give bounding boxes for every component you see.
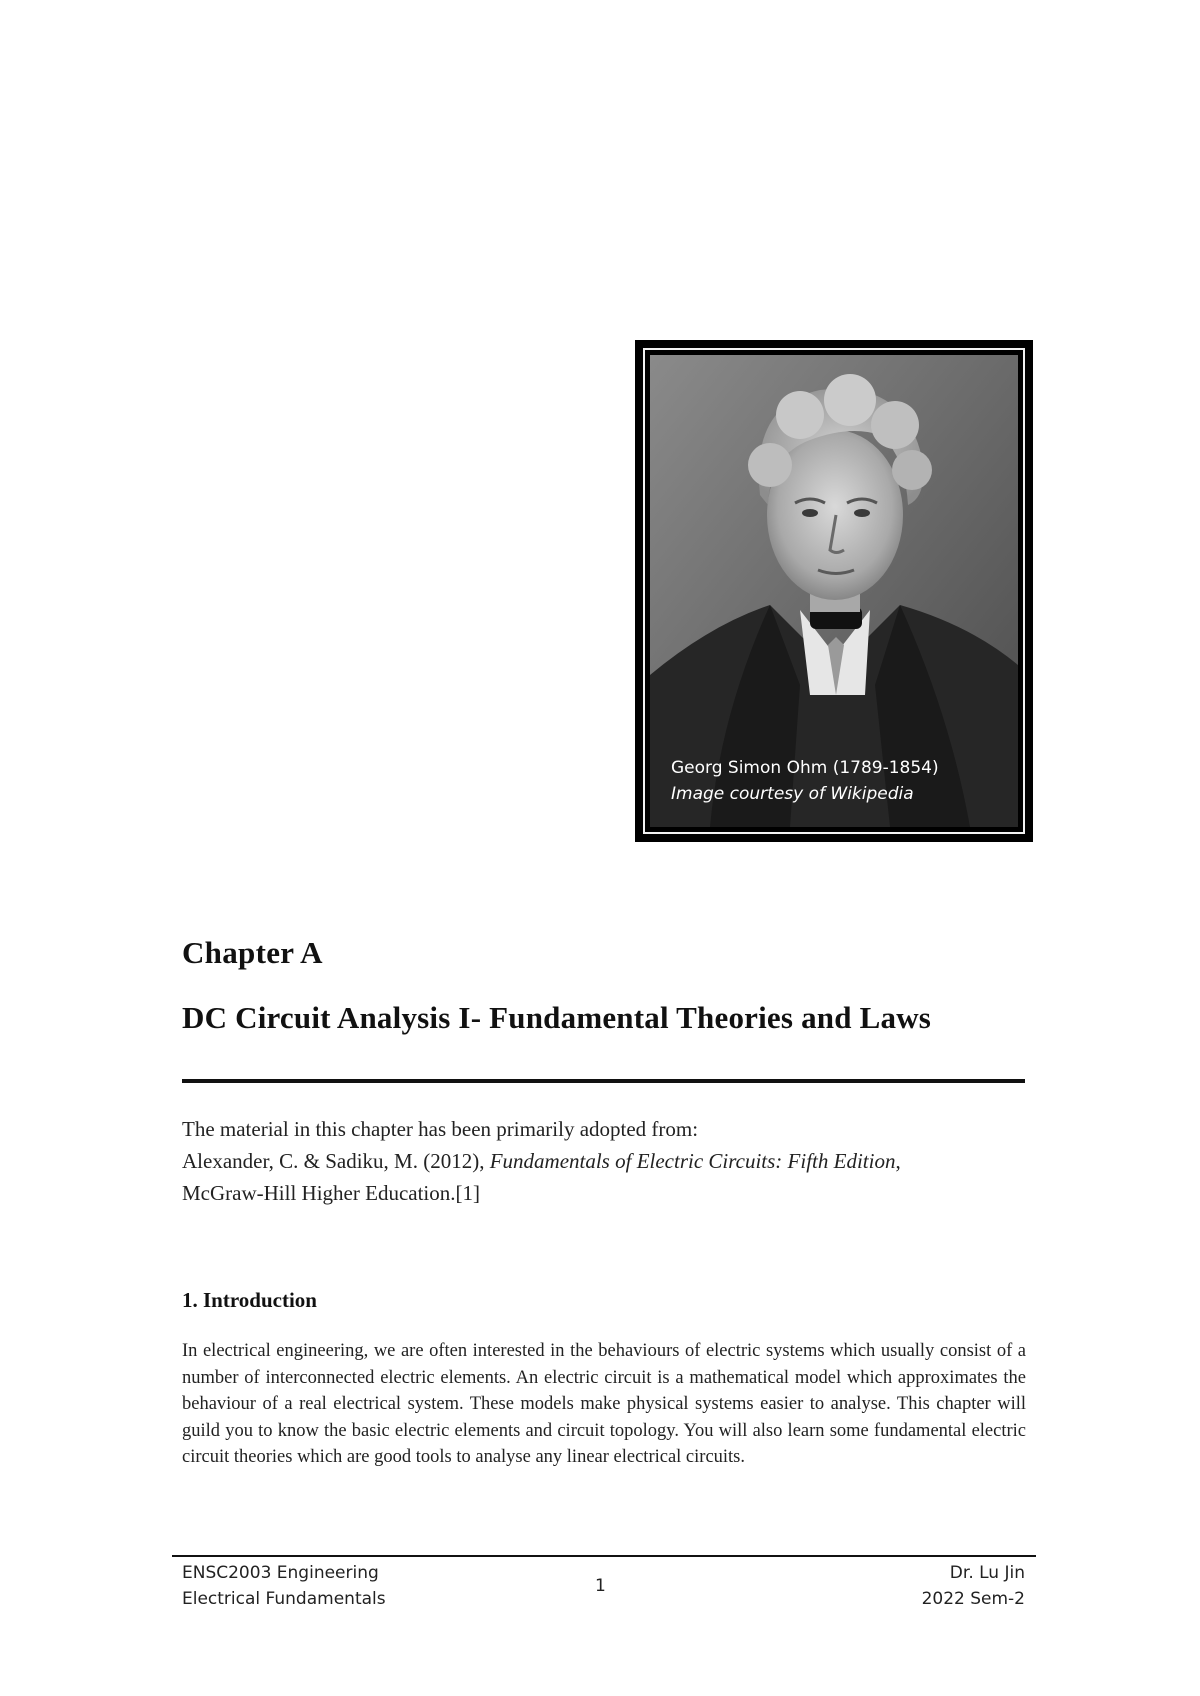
citation-comma: , [895,1149,901,1173]
footer-author-name: Dr. Lu Jin [949,1563,1025,1583]
footer-course-name: Electrical Fundamentals [182,1589,386,1609]
section-body-introduction: In electrical engineering, we are often interested in the behaviours of electric systems which usually consist of a number of interconnected electric elements. An electric circuit is a mathematical model which approximates the behaviour of a real electrical system. These models make physical systems easier to analyse. This chapter will guild you to know the basic electric elements and circuit topology. You will also learn some fundamental electric circuit theories which are good tools to analyse any linear electrical circuits. [182,1341,1026,1468]
title-divider [182,1079,1025,1083]
footer-divider [172,1555,1036,1557]
footer-course-code: ENSC2003 Engineering [182,1563,379,1583]
section-heading-introduction: 1. Introduction [182,1288,317,1312]
page-number: 1 [595,1576,606,1596]
chapter-title: DC Circuit Analysis I- Fundamental Theories and Laws [182,1000,932,1035]
portrait-caption-name: Georg Simon Ohm (1789-1854) [671,758,939,778]
citation-authors: Alexander, C. & Sadiku, M. (2012), [182,1149,490,1173]
chapter-label: Chapter A [182,935,323,970]
source-citation [182,1113,1042,1209]
citation-book-title: Fundamentals of Electric Circuits: Fifth Edition [489,1149,896,1173]
footer-term: 2022 Sem-2 [921,1589,1025,1609]
source-citation-line [182,1145,1042,1177]
citation-publisher: McGraw-Hill Higher Education.[1] [182,1181,480,1205]
page-footer [182,1560,1025,1620]
source-intro: The material in this chapter has been primarily adopted from: [182,1117,699,1141]
portrait-caption-credit: Image courtesy of Wikipedia [671,784,914,804]
footer-author [922,1560,1025,1612]
portrait-caption [671,755,939,807]
footer-course [182,1560,386,1612]
portrait-frame [635,340,1033,842]
